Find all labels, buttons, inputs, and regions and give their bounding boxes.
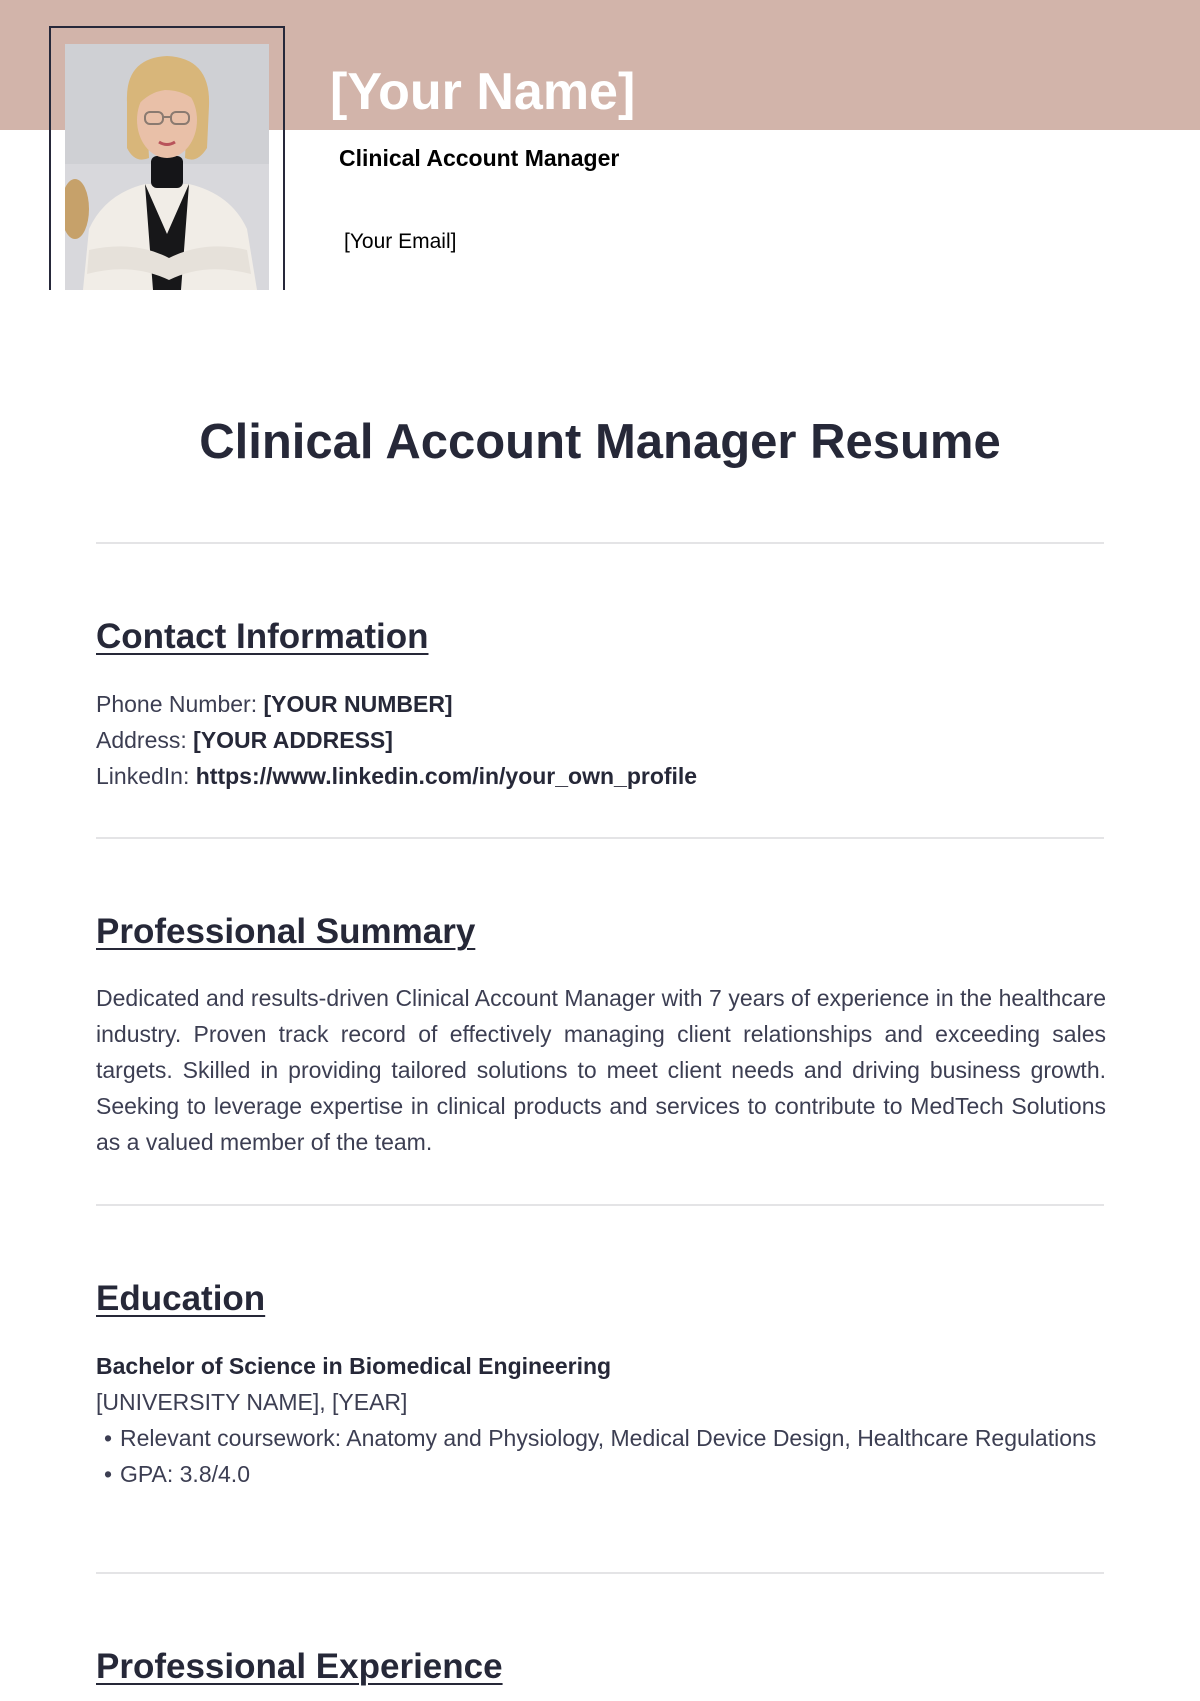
section-divider: [96, 542, 1104, 544]
experience-heading: Professional Experience: [96, 1647, 503, 1686]
email-text: [Your Email]: [344, 230, 457, 253]
contact-address-row: [96, 722, 697, 758]
bullet-text: GPA: 3.8/4.0: [120, 1461, 250, 1487]
institution-text: [UNIVERSITY NAME], [YEAR]: [96, 1389, 408, 1415]
education-heading: Education: [96, 1279, 266, 1318]
contact-linkedin-row: [96, 758, 697, 794]
job-title: Clinical Account Manager: [339, 145, 620, 171]
bullet-icon: •: [104, 1425, 113, 1451]
address-value: [YOUR ADDRESS]: [193, 727, 393, 753]
document-title: Clinical Account Manager Resume: [199, 415, 1001, 469]
bullet-text: Relevant coursework: Anatomy and Physiology, Medical Device Design, Healthcare Regulations: [120, 1425, 1097, 1451]
address-label: Address:: [96, 727, 187, 753]
phone-value: [YOUR NUMBER]: [263, 691, 453, 717]
contact-phone-row: [96, 686, 697, 722]
bullet-icon: •: [104, 1461, 113, 1487]
list-item: [96, 1420, 1106, 1456]
section-divider: [96, 1204, 1104, 1206]
section-divider: [96, 1572, 1104, 1574]
linkedin-label: LinkedIn:: [96, 763, 190, 789]
list-item: [96, 1456, 1106, 1492]
phone-label: Phone Number:: [96, 691, 258, 717]
linkedin-link[interactable]: https://www.linkedin.com/in/your_own_profile: [195, 763, 698, 789]
contact-details: [96, 686, 697, 794]
contact-heading: Contact Information: [96, 617, 429, 656]
degree-title: Bachelor of Science in Biomedical Engineering: [96, 1353, 612, 1379]
education-bullets: [96, 1420, 1106, 1492]
section-divider: [96, 837, 1104, 839]
summary-text: Dedicated and results-driven Clinical Account Manager with 7 years of experience in the healthcare industry. Proven track record of effectively managing client relationships and exceeding sales targets. Skilled in providing tailored solutions to meet client needs and driving business growth. Seeking to leverage expertise in clinical products and services to contribute to MedTech Solutions as a valued member of the team.: [96, 985, 1106, 1155]
candidate-name: [Your Name]: [330, 63, 636, 121]
profile-photo: [65, 44, 269, 290]
summary-heading: Professional Summary: [96, 912, 476, 951]
education-entry: [96, 1348, 1106, 1492]
